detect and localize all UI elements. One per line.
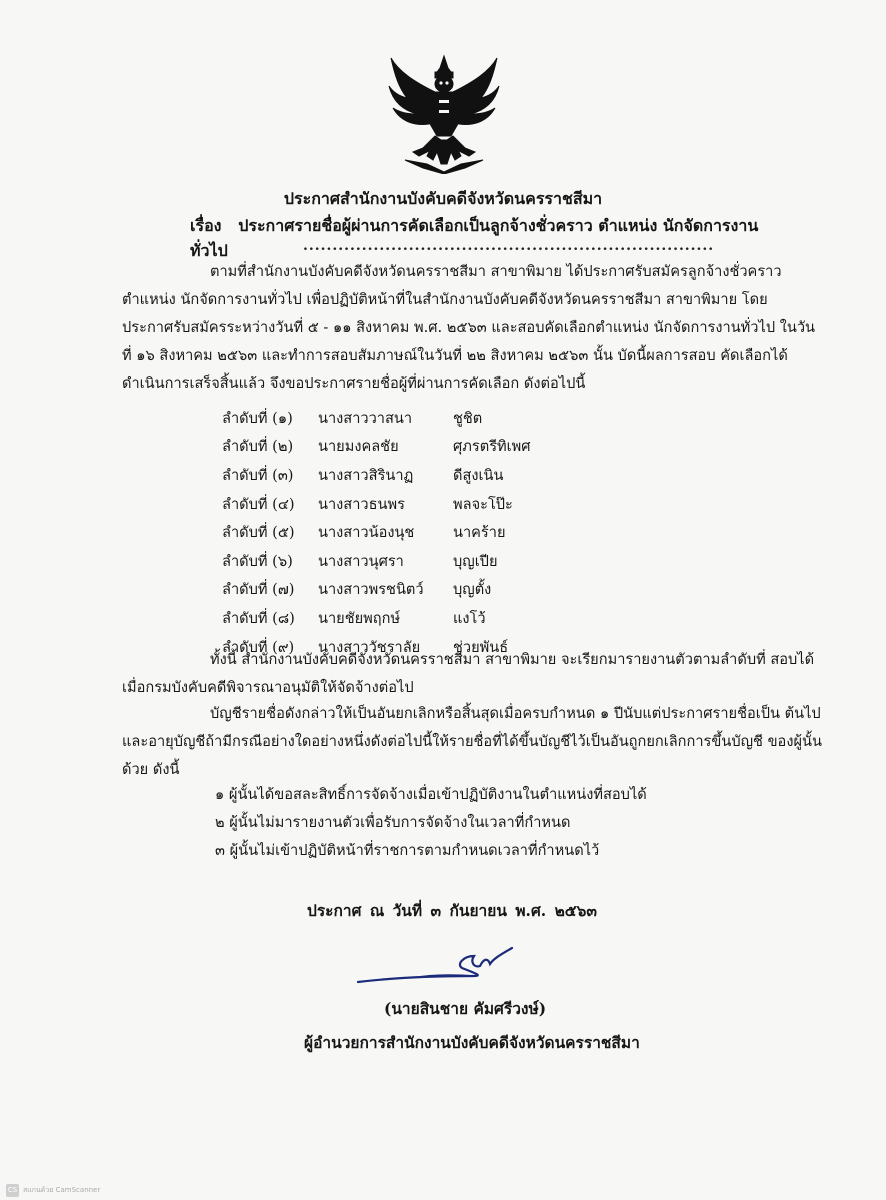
list-item (222, 490, 531, 519)
camscanner-logo-icon: CS (6, 1184, 19, 1197)
condition-item: ๑ ผู้นั้นได้ขอสละสิทธิ์การจัดจ้างเมื่อเข้าปฏิบัติงานในตำแหน่งที่สอบได้ (215, 786, 647, 803)
first-name: นางสาวธนพร (318, 495, 405, 513)
last-name: พลจะโป๊ะ (453, 495, 513, 513)
rank: ลำดับที่ (๖) (222, 552, 293, 570)
last-name: ชูชิต (453, 409, 483, 427)
title-divider: ...................................................................... (303, 238, 715, 254)
candidate-list (222, 404, 531, 661)
subject-label: เรื่อง (190, 216, 222, 235)
scanner-text: สแกนด้วย CamScanner (23, 1186, 101, 1194)
first-name: นางสาวน้องนุช (318, 524, 415, 542)
rank: ลำดับที่ (๗) (222, 581, 295, 599)
signer-title: ผู้อำนวยการสำนักงานบังคับคดีจังหวัดนครราชสีมา (304, 1033, 640, 1052)
rank: ลำดับที่ (๙) (222, 638, 295, 656)
last-name: แงโว้ (453, 609, 486, 627)
first-name: นายมงคลชัย (318, 438, 399, 456)
first-name: นายชัยพฤกษ์ (318, 609, 401, 627)
first-name: นางสาววัชราลัย (318, 638, 421, 656)
last-name: ช่วยพันธ์ (453, 638, 509, 656)
condition-item: ๓ ผู้นั้นไม่เข้าปฏิบัติหน้าที่ราชการตามกำหนดเวลาที่กำหนดไว้ (215, 842, 600, 859)
list-item (222, 576, 531, 605)
rank: ลำดับที่ (๕) (222, 524, 295, 542)
list-item (222, 547, 531, 576)
last-name: บุญตั้ง (453, 581, 492, 599)
scanner-watermark (6, 1184, 100, 1197)
subject-text: ประกาศรายชื่อผู้ผ่านการคัดเลือกเป็นลูกจ้างชั่วคราว ตำแหน่ง นักจัดการงานทั่วไป (190, 216, 759, 260)
first-name: นางสาวนุศรา (318, 552, 404, 570)
first-name: นางสาวสิรินาฏ (318, 466, 414, 484)
validity-text: บัญชีรายชื่อดังกล่าวให้เป็นอันยกเลิกหรือสิ้นสุดเมื่อครบกำหนด ๑ ปีนับแต่ประกาศรายชื่อเป็น ต้นไปและอายุบัญชีถ้ามีกรณีอย่างใดอย่างหนึ่งดังต่อไปนี้ให้รายชื่อที่ได้ขึ้นบัญชีไว้เป็นอันถูกยกเลิกการขึ้นบัญชี ของผู้นั้นด้วย ดังนี้ (122, 705, 822, 778)
reporting-paragraph (122, 646, 822, 702)
last-name: บุญเปีย (453, 552, 498, 570)
reporting-text: ทั้งนี้ สำนักงานบังคับคดีจังหวัดนครราชสีมา สาขาพิมาย จะเรียกมารายงานตัวตามลำดับที่ สอบได้เมื่อกรมบังคับคดีพิจารณาอนุมัติให้จัดจ้างต่อไป (122, 651, 815, 696)
handwritten-signature (352, 938, 527, 988)
garuda-emblem-icon (385, 52, 503, 174)
rank: ลำดับที่ (๓) (222, 466, 294, 484)
list-item (222, 604, 531, 633)
intro-text: ตามที่สำนักงานบังคับคดีจังหวัดนครราชสีมา สาขาพิมาย ได้ประกาศรับสมัครลูกจ้างชั่วคราว ตำแหน่ง นักจัดการงานทั่วไป เพื่อปฏิบัติหน้าที่ในสำนักงานบังคับคดีจังหวัดนครราชสีมา สาขาพิมาย โดย ประกาศรับสมัครระหว่างวันที่ ๕ - ๑๑ สิงหาคม พ.ศ. ๒๕๖๓ และสอบคัดเลือกตำแหน่ง นักจัดการงานทั่วไป ในวันที่ ๑๖ สิงหาคม ๒๕๖๓ และทำการสอบสัมภาษณ์ในวันที่ ๒๒ สิงหาคม ๒๕๖๓ นั้น บัดนี้ผลการสอบ คัดเลือกได้ดำเนินการเสร็จสิ้นแล้ว จึงขอประกาศรายชื่อผู้ที่ผ่านการคัดเลือก ดังต่อไปนี้ (122, 263, 816, 392)
condition-item: ๒ ผู้นั้นไม่มารายงานตัวเพื่อรับการจัดจ้างในเวลาที่กำหนด (215, 814, 571, 831)
first-name: นางสาววาสนา (318, 409, 413, 427)
validity-paragraph (122, 700, 822, 784)
rank: ลำดับที่ (๔) (222, 495, 295, 513)
list-item (222, 433, 531, 462)
last-name: นาคร้าย (453, 524, 506, 542)
last-name: ศุภรตรีทิเพศ (453, 438, 531, 456)
rank: ลำดับที่ (๒) (222, 438, 294, 456)
rank: ลำดับที่ (๘) (222, 609, 295, 627)
rank: ลำดับที่ (๑) (222, 409, 293, 427)
list-item (222, 404, 531, 433)
signer-name: (นายสินชาย คัมศรีวงษ์) (384, 999, 547, 1018)
announcement-date: ประกาศ ณ วันที่ ๓ กันยายน พ.ศ. ๒๕๖๓ (307, 901, 597, 920)
list-item (222, 518, 531, 547)
list-item (222, 461, 531, 490)
first-name: นางสาวพรชนิตว์ (318, 581, 424, 599)
intro-paragraph (122, 258, 822, 398)
last-name: ดีสูงเนิน (453, 466, 504, 484)
announcement-title: ประกาศสำนักงานบังคับคดีจังหวัดนครราชสีมา (283, 189, 603, 208)
